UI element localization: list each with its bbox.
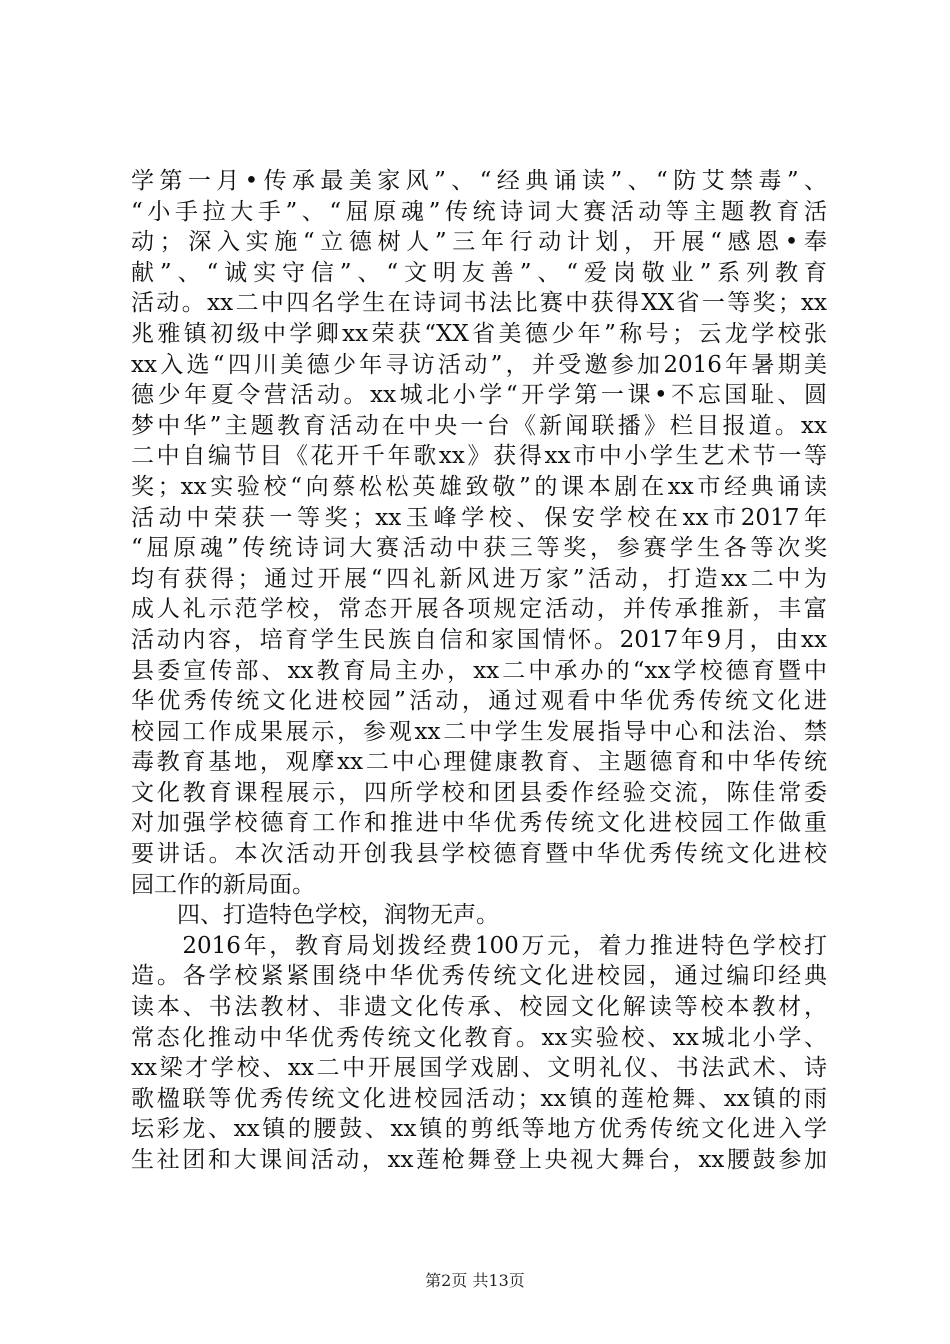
text-line: 校园工作成果展示，参观xx二中学生发展指导中心和法治、禁 [131, 718, 827, 745]
text-line: 读本、书法教材、非遗文化传承、校园文化解读等校本教材， [131, 994, 827, 1021]
document-body [131, 166, 827, 1176]
text-line: 四、打造特色学校，润物无声。 [131, 902, 499, 929]
text-line: 要讲话。本次活动开创我县学校德育暨中华优秀传统文化进校 [131, 841, 827, 868]
text-line: 奖；xx实验校“向蔡松松英雄致敬”的课本剧在xx市经典诵读 [131, 473, 827, 500]
text-line: 县委宣传部、xx教育局主办，xx二中承办的“xx学校德育暨中 [131, 657, 827, 684]
text-line: 文化教育课程展示，四所学校和团县委作经验交流，陈佳常委 [131, 779, 827, 806]
text-line: 二中自编节目《花开千年歌xx》获得xx市中小学生艺术节一等 [131, 443, 827, 470]
text-line: 生社团和大课间活动，xx莲枪舞登上央视大舞台，xx腰鼓参加 [131, 1147, 827, 1173]
text-line: 兆雅镇初级中学卿xx荣获“XX省美德少年”称号；云龙学校张 [131, 320, 827, 347]
text-line: 歌楹联等优秀传统文化进校园活动；xx镇的莲枪舞、xx镇的雨 [131, 1085, 827, 1112]
page-footer: 第2页 共13页 [425, 1271, 525, 1290]
text-line: 均有获得；通过开展“四礼新风进万家”活动，打造xx二中为 [131, 565, 827, 592]
text-line: xx入选“四川美德少年寻访活动”，并受邀参加2016年暑期美 [131, 351, 827, 378]
text-line: 成人礼示范学校，常态开展各项规定活动，并传承推新，丰富 [131, 596, 827, 623]
text-line: 学第一月•传承最美家风”、“经典诵读”、“防艾禁毒”、 [131, 168, 827, 194]
text-line: 德少年夏令营活动。xx城北小学“开学第一课•不忘国耻、圆 [131, 382, 827, 409]
text-line: 园工作的新局面。 [131, 871, 315, 898]
text-line: 对加强学校德育工作和推进中华优秀传统文化进校园工作做重 [131, 810, 827, 837]
text-line: 活动中荣获一等奖；xx玉峰学校、保安学校在xx市2017年 [131, 504, 827, 531]
text-line: 献”、“诚实守信”、“文明友善”、“爱岗敬业”系列教育 [131, 259, 827, 286]
text-line: 常态化推动中华优秀传统文化教育。xx实验校、xx城北小学、 [131, 1024, 827, 1051]
text-line: “小手拉大手”、“屈原魂”传统诗词大赛活动等主题教育活 [131, 198, 827, 225]
text-line: 造。各学校紧紧围绕中华优秀传统文化进校园，通过编印经典 [131, 963, 827, 990]
text-line: 梦中华”主题教育活动在中央一台《新闻联播》栏目报道。xx [131, 412, 827, 439]
text-line: 坛彩龙、xx镇的腰鼓、xx镇的剪纸等地方优秀传统文化进入学 [131, 1116, 827, 1143]
text-line: 华优秀传统文化进校园”活动，通过观看中华优秀传统文化进 [131, 688, 827, 715]
text-line: “屈原魂”传统诗词大赛活动中获三等奖，参赛学生各等次奖 [131, 535, 827, 562]
text-line: xx梁才学校、xx二中开展国学戏剧、文明礼仪、书法武术、诗 [131, 1055, 827, 1082]
text-line: 活动。xx二中四名学生在诗词书法比赛中获得XX省一等奖；xx [131, 290, 827, 317]
text-line: 动；深入实施“立德树人”三年行动计划，开展“感恩•奉 [131, 229, 827, 256]
text-line: 毒教育基地，观摩xx二中心理健康教育、主题德育和中华传统 [131, 749, 827, 776]
text-line: 活动内容，培育学生民族自信和家国情怀。2017年9月，由xx [131, 626, 827, 653]
text-line: 2016年，教育局划拨经费100万元，着力推进特色学校打 [131, 932, 827, 959]
